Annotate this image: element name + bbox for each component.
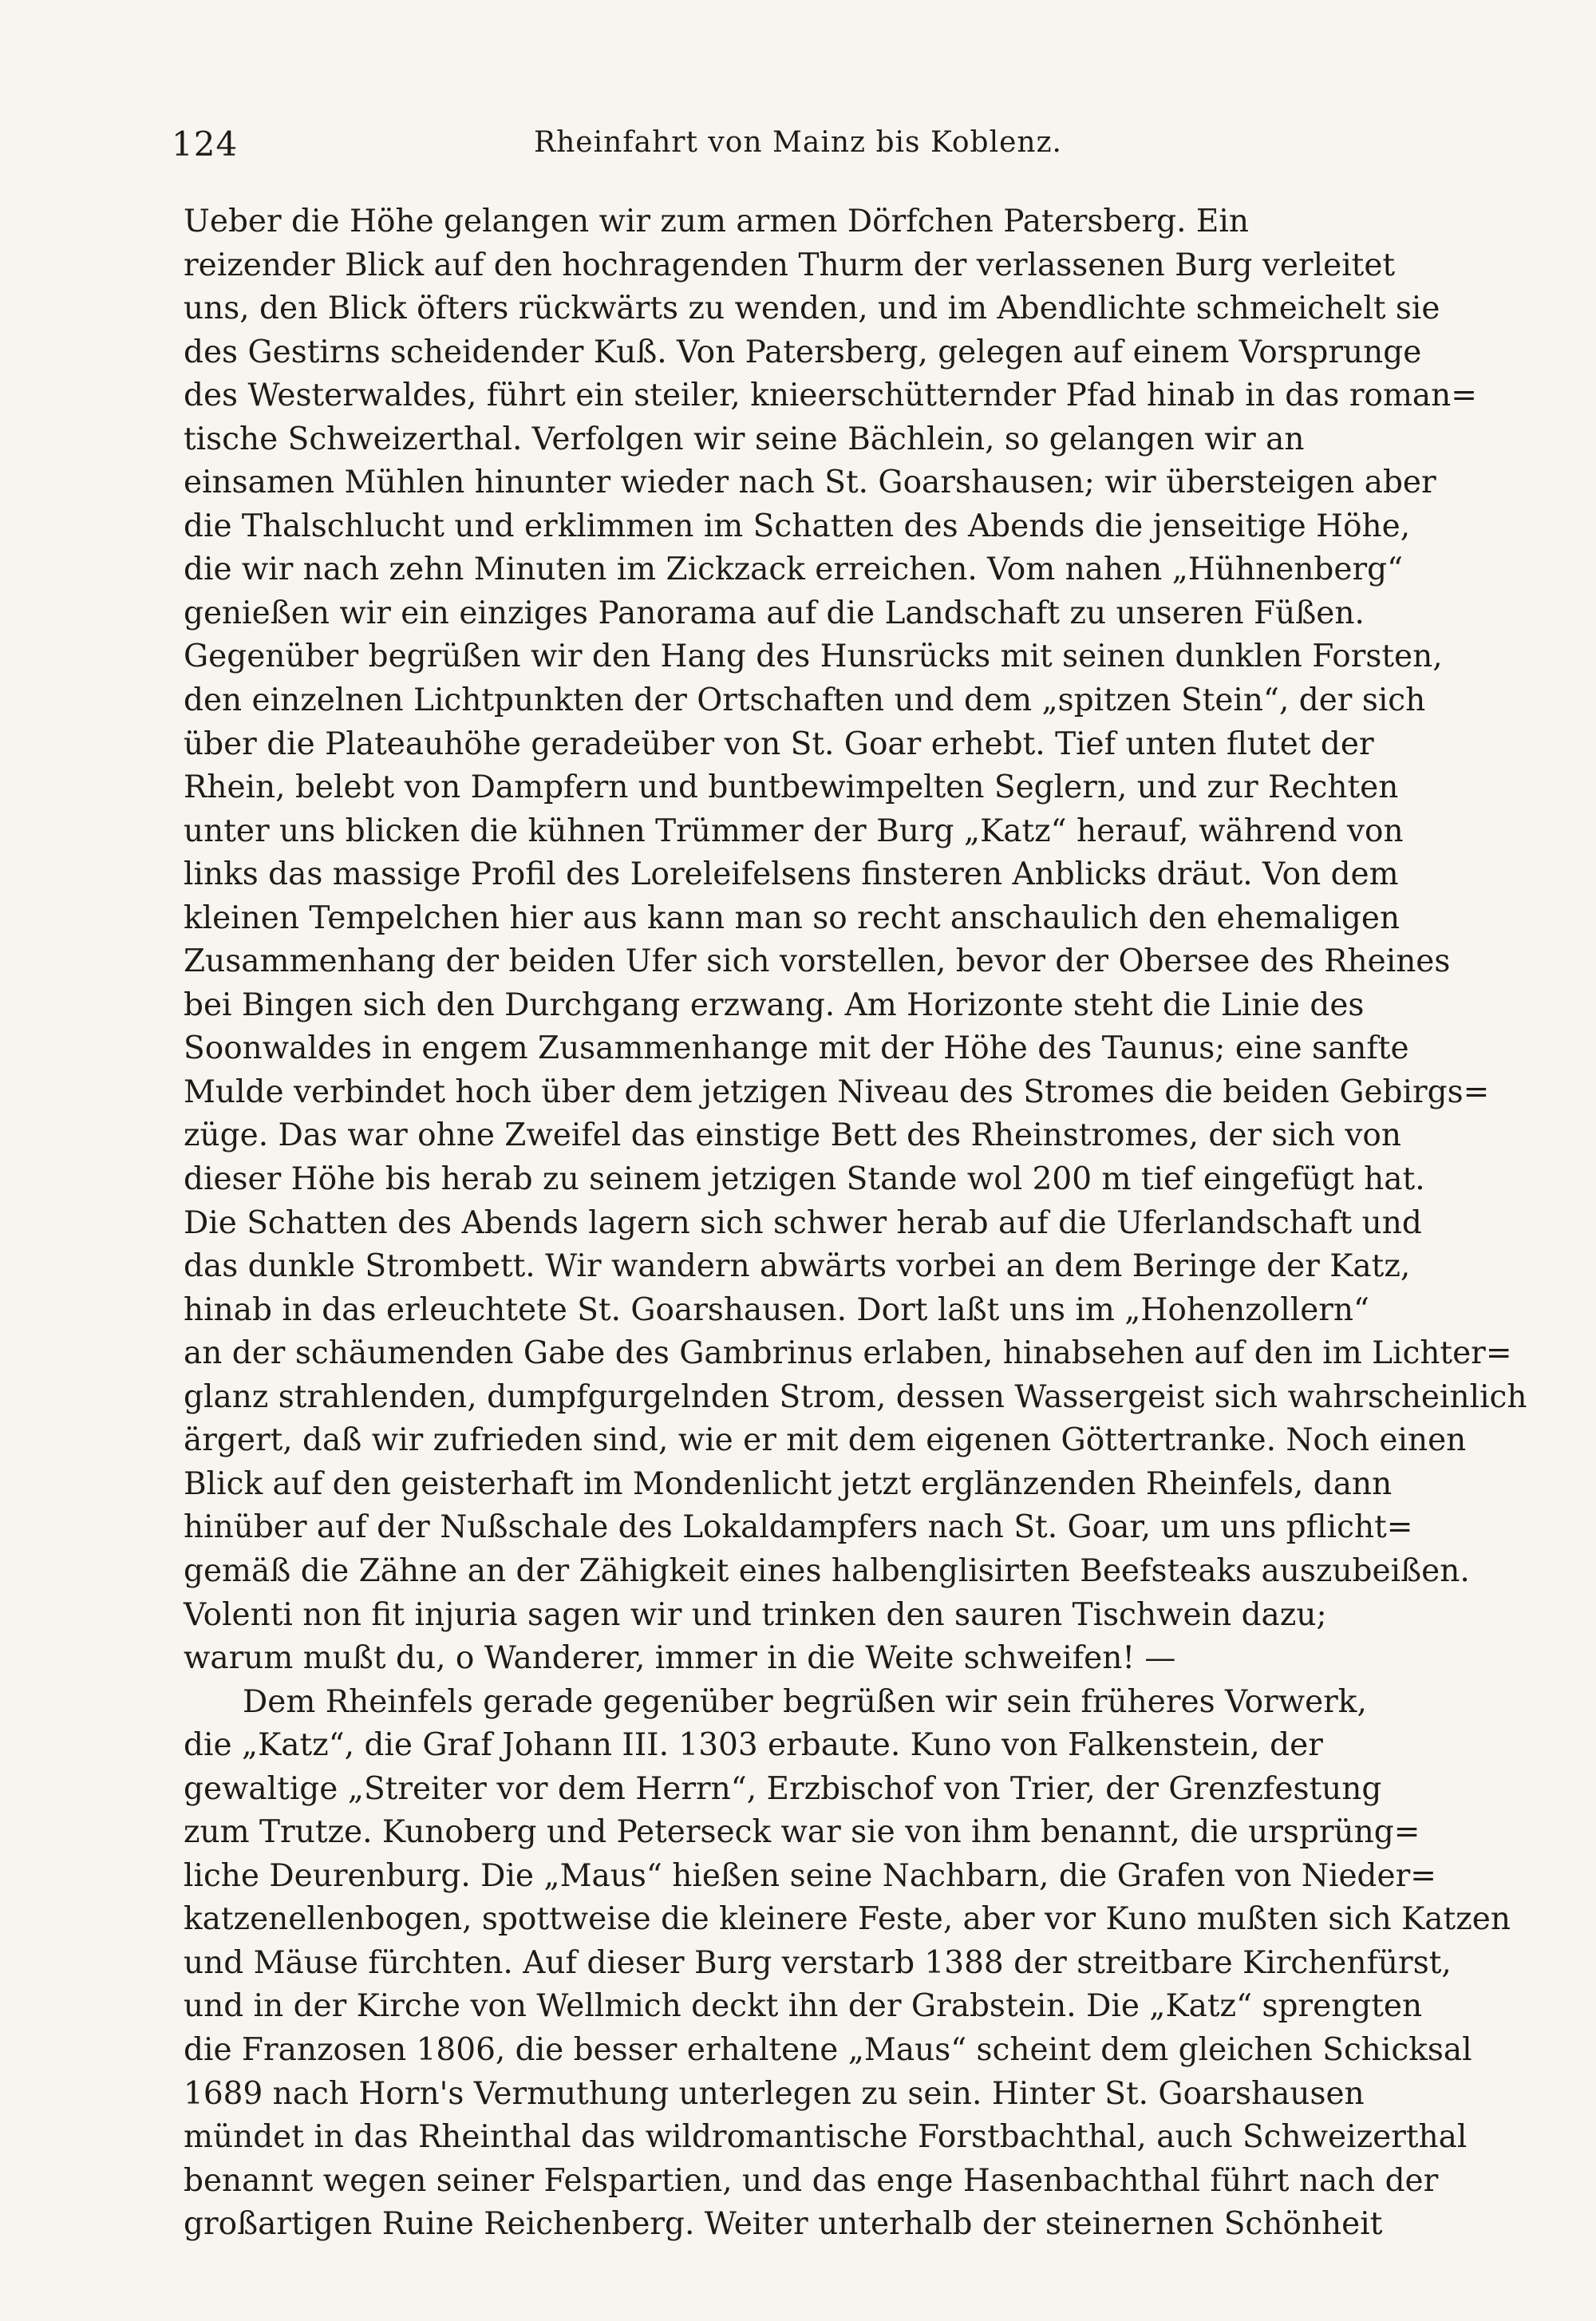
text-line: liche Deurenburg. Die „Maus“ hießen seine Nachbarn, die Grafen von Nieder= [184,1857,1436,1894]
text-line: zum Trutze. Kunoberg und Peterseck war sie von ihm benannt, die ursprüng= [184,1814,1420,1851]
text-line: benannt wegen seiner Felspartien, und das enge Hasenbachthal führt nach der [184,2162,1439,2199]
text-line: tische Schweizerthal. Verfolgen wir seine Bächlein, so gelangen wir an [184,421,1305,457]
paragraph-1 [184,200,1527,1681]
body-text [184,200,1527,2247]
text-line: und in der Kirche von Wellmich deckt ihn der Grabstein. Die „Katz“ sprengten [184,1988,1423,2025]
text-line: bei Bingen sich den Durchgang erzwang. Am Horizonte steht die Linie des [184,987,1365,1023]
text-line: reizender Blick auf den hochragenden Thurm der verlassenen Burg verleitet [184,247,1396,283]
text-line: des Westerwaldes, führt ein steiler, knieerschütternder Pfad hinab in das roman= [184,378,1477,414]
text-line: Soonwaldes in engem Zusammenhange mit der Höhe des Taunus; eine sanfte [184,1030,1409,1067]
text-line: des Gestirns scheidender Kuß. Von Patersberg, gelegen auf einem Vorsprunge [184,334,1422,370]
text-line: 1689 nach Horn's Vermuthung unterlegen zu sein. Hinter St. Goarshausen [184,2075,1365,2112]
text-line: kleinen Tempelchen hier aus kann man so recht anschaulich den ehemaligen [184,900,1400,936]
text-line: Zusammenhang der beiden Ufer sich vorstellen, bevor der Obersee des Rheines [184,943,1451,980]
text-line: die Franzosen 1806, die besser erhaltene „Maus“ scheint dem gleichen Schicksal [184,2031,1472,2068]
text-line: Ueber die Höhe gelangen wir zum armen Dörfchen Patersberg. Ein [184,204,1249,239]
page-header [172,125,1424,164]
text-line: hinab in das erleuchtete St. Goarshausen. Dort laßt uns im „Hohenzollern“ [184,1291,1369,1328]
text-line: gemäß die Zähne an der Zähigkeit eines halbenglisirten Beefsteaks auszubeißen. [184,1552,1470,1589]
text-line: Mulde verbindet hoch über dem jetzigen Niveau des Stromes die beiden Gebirgs= [184,1074,1490,1110]
text-line: das dunkle Strombett. Wir wandern abwärts vorbei an dem Beringe der Katz, [184,1248,1411,1285]
page-number: 124 [172,125,239,164]
text-line: links das massige Profil des Loreleifelsens finsteren Anblicks dräut. Von dem [184,856,1399,893]
text-line: dieser Höhe bis herab zu seinem jetzigen Stande wol 200 m tief eingefügt hat. [184,1161,1425,1198]
text-line: an der schäumenden Gabe des Gambrinus erlaben, hinabsehen auf den im Lichter= [184,1335,1512,1372]
text-line: katzenellenbogen, spottweise die kleinere Feste, aber vor Kuno mußten sich Katzen [184,1901,1511,1938]
text-line: Die Schatten des Abends lagern sich schwer herab auf die Uferlandschaft und [184,1204,1422,1241]
text-line: ärgert, daß wir zufrieden sind, wie er mit dem eigenen Göttertranke. Noch einen [184,1422,1467,1459]
text-line: gewaltige „Streiter vor dem Herrn“, Erzbischof von Trier, der Grenzfestung [184,1770,1382,1807]
text-line: Rhein, belebt von Dampfern und buntbewimpelten Seglern, und zur Rechten [184,769,1399,806]
text-line: Volenti non fit injuria sagen wir und trinken den sauren Tischwein dazu; [184,1596,1327,1633]
text-line: mündet in das Rheinthal das wildromantische Forstbachthal, auch Schweizerthal [184,2119,1468,2156]
text-line: züge. Das war ohne Zweifel das einstige Bett des Rheinstromes, der sich von [184,1117,1401,1154]
text-line: den einzelnen Lichtpunkten der Ortschaften und dem „spitzen Stein“, der sich [184,682,1426,719]
text-line: uns, den Blick öfters rückwärts zu wenden, und im Abendlichte schmeichelt sie [184,291,1440,327]
text-line: die „Katz“, die Graf Johann III. 1303 erbaute. Kuno von Falkenstein, der [184,1727,1323,1764]
paragraph-2 [184,1681,1511,2247]
text-line: Gegenüber begrüßen wir den Hang des Hunsrücks mit seinen dunklen Forsten, [184,639,1443,675]
text-line: und Mäuse fürchten. Auf dieser Burg verstarb 1388 der streitbare Kirchenfürst, [184,1944,1452,1981]
text-line: die Thalschlucht und erklimmen im Schatten des Abends die jenseitige Höhe, [184,508,1411,544]
text-line: einsamen Mühlen hinunter wieder nach St. Goarshausen; wir übersteigen aber [184,465,1436,501]
text-line: unter uns blicken die kühnen Trümmer der Burg „Katz“ herauf, während von [184,813,1404,849]
text-line: Dem Rheinfels gerade gegenüber begrüßen wir sein früheres Vorwerk, [243,1683,1367,1720]
text-line: die wir nach zehn Minuten im Zickzack erreichen. Vom nahen „Hühnenberg“ [184,552,1404,588]
text-line: genießen wir ein einziges Panorama auf die Landschaft zu unseren Füßen. [184,595,1365,631]
running-title: Rheinfahrt von Mainz bis Koblenz. [534,126,1062,159]
text-line: Blick auf den geisterhaft im Mondenlicht jetzt erglänzenden Rheinfels, dann [184,1465,1393,1502]
text-line: hinüber auf der Nußschale des Lokaldampfers nach St. Goar, um uns pflicht= [184,1509,1413,1546]
text-line: über die Plateauhöhe geradeüber von St. Goar erhebt. Tief unten flutet der [184,726,1374,762]
text-line: glanz strahlenden, dumpfgurgelnden Strom, dessen Wassergeist sich wahrscheinlich [184,1378,1527,1415]
text-line: warum mußt du, o Wanderer, immer in die Weite schweifen! — [184,1640,1176,1677]
text-line: großartigen Ruine Reichenberg. Weiter unterhalb der steinernen Schönheit [184,2206,1383,2243]
